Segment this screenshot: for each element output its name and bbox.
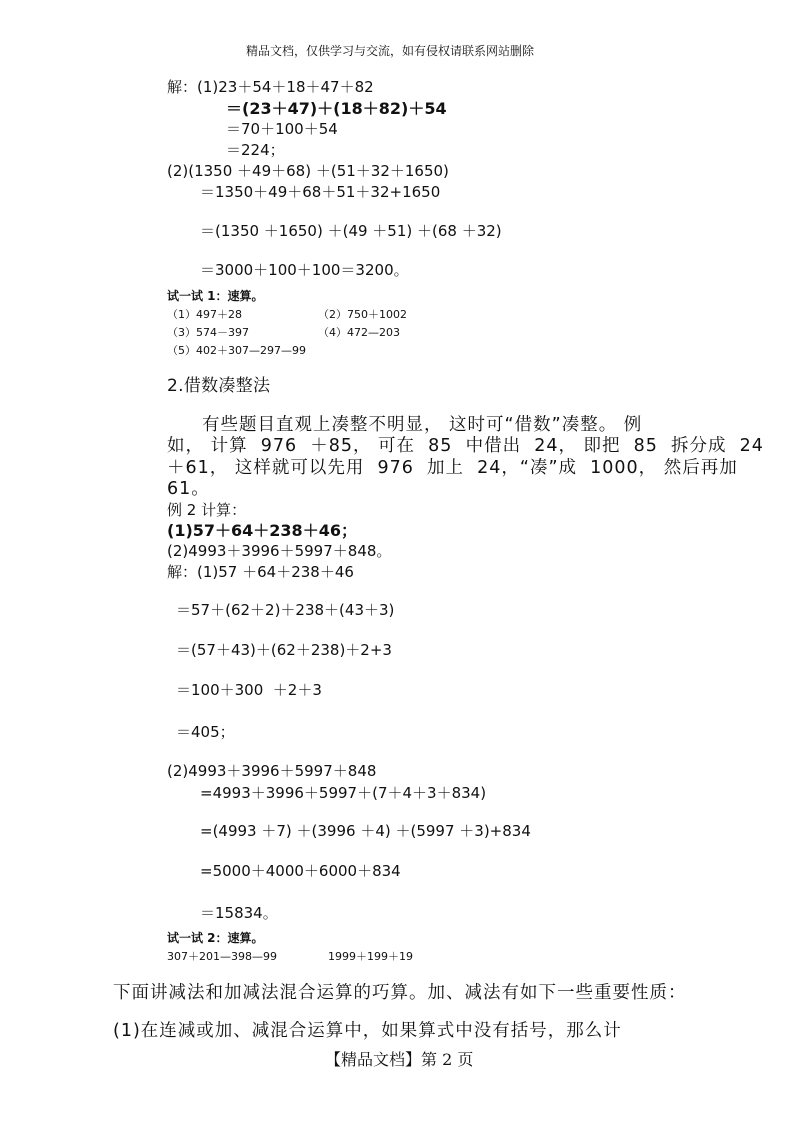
ex2-solution-7: =4993＋3996＋5997＋(7＋4＋3＋834): [200, 784, 487, 802]
ex2-question-1: (1)57＋64＋238＋46；: [167, 521, 357, 540]
tail-line-2: (1)在连减或加、减混合运算中，如果算式中没有括号，那么计: [113, 1021, 622, 1041]
try1-item-3: （3）574－397: [167, 326, 249, 339]
ex2-solution-6: (2)4993＋3996＋5997＋848: [167, 762, 377, 780]
section-heading: 2.借数凑整法: [167, 376, 271, 396]
try1-item-5: （5）402＋307—297—99: [167, 344, 306, 357]
page-footer: 【精品文档】第 2 页: [325, 1050, 474, 1069]
ex2-solution-3: ＝(57＋43)＋(62＋238)＋2+3: [176, 641, 392, 659]
ex2-solution-2: ＝57＋(62＋2)＋238＋(43＋3): [176, 601, 395, 619]
ex1-line-3: ＝70＋100＋54: [226, 120, 338, 138]
try2-title: 试一试 2：速算。: [167, 931, 264, 945]
ex2-solution-4: ＝100＋300 ＋2＋3: [176, 681, 322, 699]
ex1-line-1: 解：(1)23＋54＋18＋47＋82: [167, 78, 374, 96]
ex2-solution-8: =(4993 ＋7) ＋(3996 ＋4) ＋(5997 ＋3)+834: [200, 822, 531, 840]
ex2-question-2: (2)4993＋3996＋5997＋848。: [167, 542, 392, 560]
page-header: 精品文档，仅供学习与交流，如有侵权请联系网站删除: [246, 44, 535, 58]
tail-line-1: 下面讲减法和加减法混合运算的巧算。加、减法有如下一些重要性质：: [113, 983, 687, 1003]
try2-item-2: 1999＋199＋19: [328, 950, 413, 963]
paragraph-line-1: 有些题目直观上凑整不明显， 这时可“借数”凑整。 例: [202, 415, 643, 435]
ex1-line-2: ＝(23＋47)＋(18＋82)＋54: [226, 99, 447, 118]
try1-item-2: （2）750＋1002: [318, 308, 407, 321]
try2-item-1: 307＋201—398—99: [167, 950, 277, 963]
ex2-solution-10: ＝15834。: [200, 904, 278, 922]
ex1-line-4: ＝224；: [226, 141, 285, 159]
ex2-title: 例 2 计算：: [167, 501, 247, 519]
ex1-line-8: ＝3000＋100＋100＝3200。: [200, 261, 409, 279]
ex1-line-6: ＝1350＋49＋68＋51＋32+1650: [200, 183, 441, 201]
paragraph-line-4: 61。: [167, 479, 210, 499]
ex2-solution-1: 解：(1)57 ＋64＋238＋46: [167, 563, 354, 581]
ex1-line-5: (2)(1350 ＋49＋68) ＋(51＋32＋1650): [167, 162, 449, 180]
try1-item-4: （4）472—203: [318, 326, 400, 339]
ex2-solution-5: ＝405；: [176, 723, 235, 741]
try1-title: 试一试 1：速算。: [167, 289, 264, 303]
paragraph-line-3: ＋61， 这样就可以先用 976 加上 24，“凑”成 1000， 然后再加: [167, 458, 738, 478]
paragraph-line-2: 如， 计算 976 ＋85， 可在 85 中借出 24， 即把 85 拆分成 24: [167, 436, 764, 456]
try1-item-1: （1）497＋28: [167, 308, 242, 321]
ex2-solution-9: =5000＋4000＋6000＋834: [200, 862, 401, 880]
ex1-line-7: ＝(1350 ＋1650) ＋(49 ＋51) ＋(68 ＋32): [200, 222, 502, 240]
